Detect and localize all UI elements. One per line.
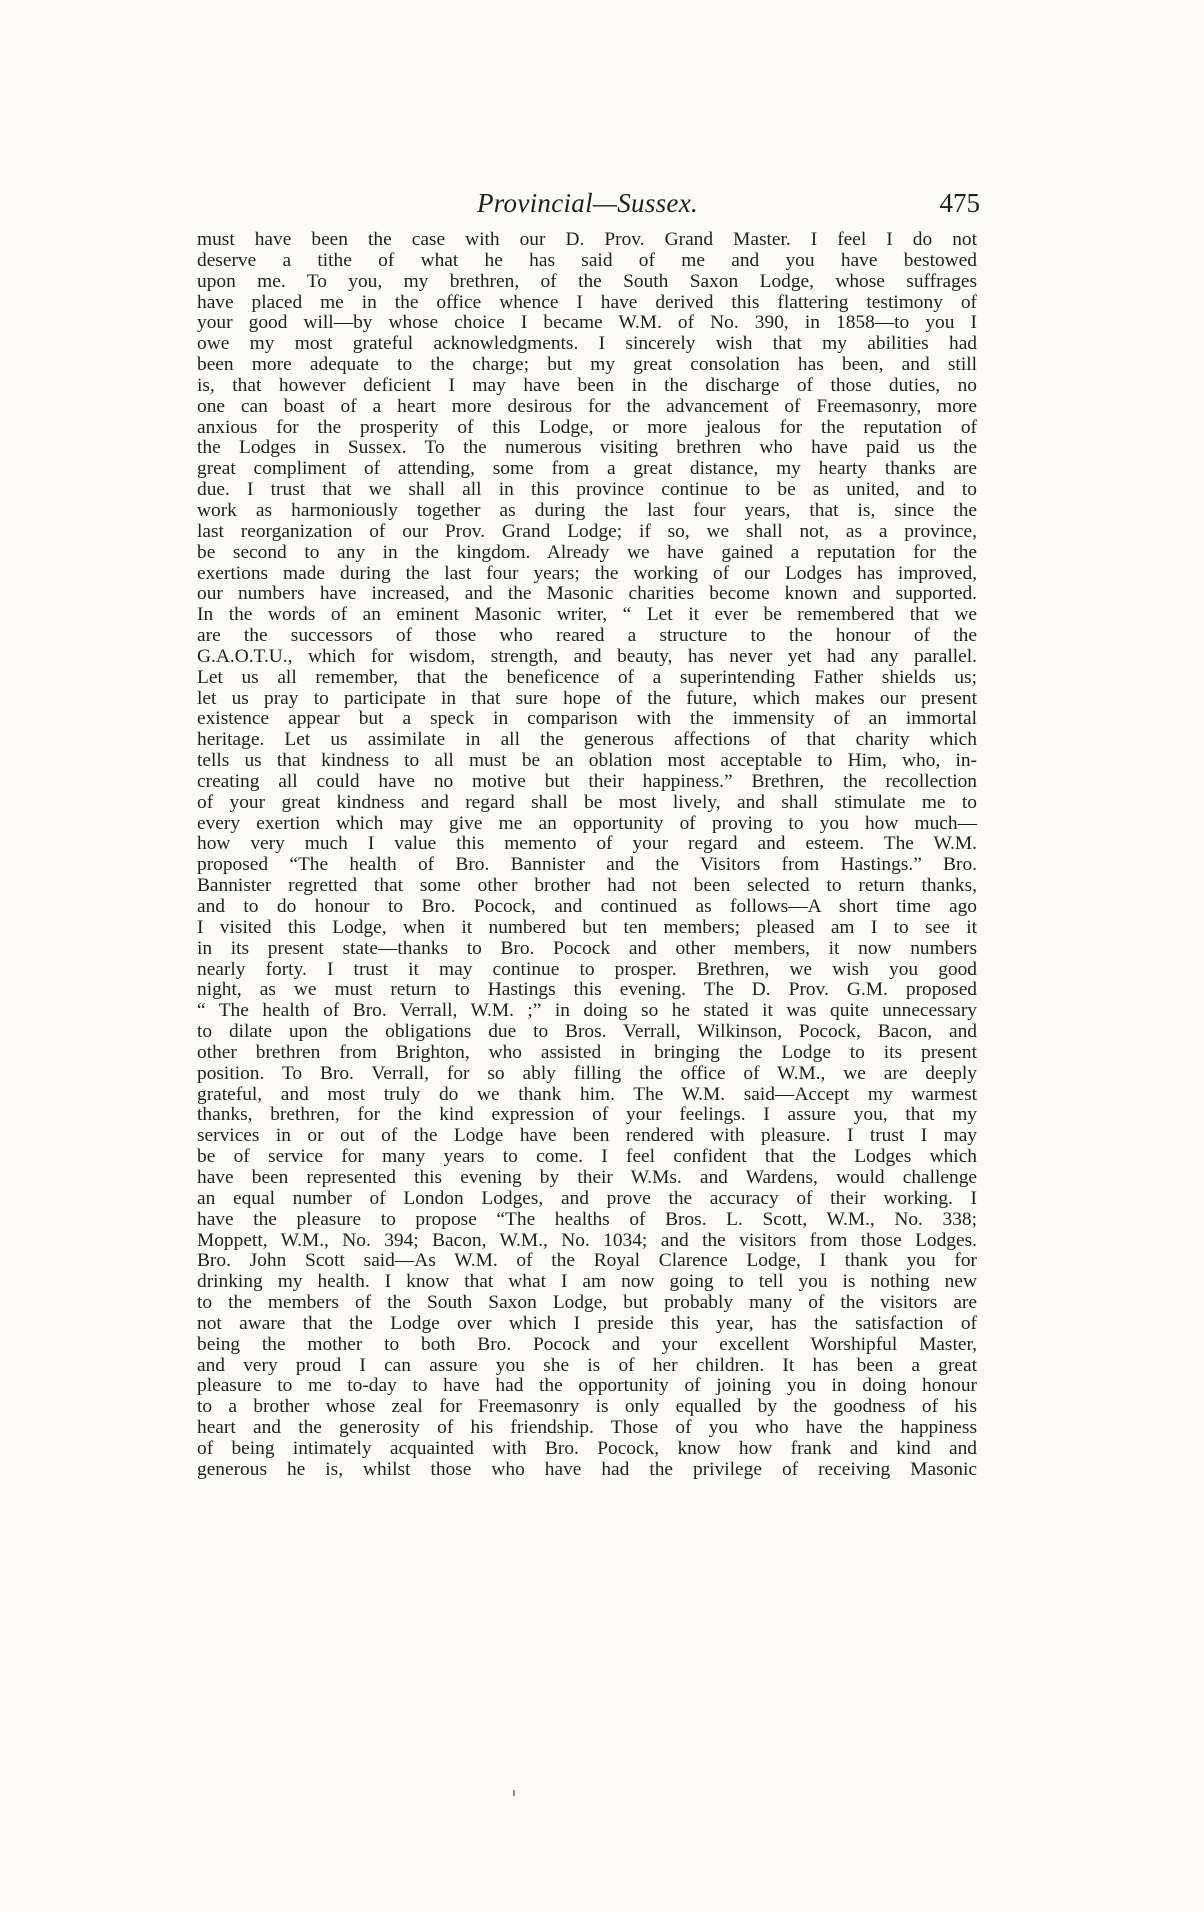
text-line: generous he is, whilst those who have had the privilege of receiving Masonic [197,1458,977,1480]
text-line: tells us that kindness to all must be an oblation most acceptable to Him, who, in- [197,750,977,772]
text-line: deserve a tithe of what he has said of me and you have bestowed [197,249,977,271]
text-line: grateful, and most truly do we thank him. The W.M. said—Accept my warmest [197,1083,977,1105]
text-line: be second to any in the kingdom. Already we have gained a reputation for the [197,541,977,563]
text-line: every exertion which may give me an opportunity of proving to you how much— [197,812,977,834]
text-line: to a brother whose zeal for Freemasonry is only equalled by the goodness of his [197,1396,977,1418]
text-line: last reorganization of our Prov. Grand Lodge; if so, we shall not, as a province, [197,520,977,542]
text-line: have the pleasure to propose “The healths of Bros. L. Scott, W.M., No. 338; [197,1208,977,1230]
text-line: In the words of an eminent Masonic writer, “ Let it ever be remembered that we [197,604,977,626]
text-line: your good will—by whose choice I became W.M. of No. 390, in 1858—to you I [197,312,977,334]
text-line: let us pray to participate in that sure hope of the future, which makes our present [197,687,977,709]
text-line: to the members of the South Saxon Lodge, but probably many of the visitors are [197,1292,977,1314]
body-text [197,230,977,1481]
text-line: drinking my health. I know that what I am now going to tell you is nothing new [197,1271,977,1293]
text-line: upon me. To you, my brethren, of the South Saxon Lodge, whose suffrages [197,270,977,292]
text-line: heritage. Let us assimilate in all the generous affections of that charity which [197,729,977,751]
text-line: “ The health of Bro. Verrall, W.M. ;” in doing so he stated it was quite unnecessary [197,1000,977,1022]
text-line: and very proud I can assure you she is of her children. It has been a great [197,1354,977,1376]
text-line: the Lodges in Sussex. To the numerous visiting brethren who have paid us the [197,437,977,459]
running-head [195,188,980,228]
text-line: must have been the case with our D. Prov. Grand Master. I feel I do not [197,229,977,250]
text-line: pleasure to me to-day to have had the opportunity of joining you in doing honour [197,1375,977,1397]
text-line: of your great kindness and regard shall be most lively, and shall stimulate me to [197,791,977,813]
text-line: been more adequate to the charge; but my great consolation has been, and still [197,354,977,376]
text-line: being the mother to both Bro. Pocock and your excellent Worshipful Master, [197,1333,977,1355]
text-line: is, that however deficient I may have been in the discharge of those duties, no [197,374,977,396]
text-line: how very much I value this memento of your regard and esteem. The W.M. [197,833,977,855]
text-line: heart and the generosity of his friendship. Those of you who have the happiness [197,1417,977,1439]
page-number: 475 [939,188,980,218]
printer-mark [513,1790,515,1796]
text-line: to dilate upon the obligations due to Bros. Verrall, Wilkinson, Pocock, Bacon, and [197,1021,977,1043]
text-line: are the successors of those who reared a structure to the honour of the [197,625,977,647]
text-line: services in or out of the Lodge have been rendered with pleasure. I trust I may [197,1125,977,1147]
text-line: existence appear but a speck in comparison with the immensity of an immortal [197,708,977,730]
text-line: I visited this Lodge, when it numbered but ten members; pleased am I to see it [197,916,977,938]
text-line: thanks, brethren, for the kind expression of your feelings. I assure you, that my [197,1104,977,1126]
text-line: great compliment of attending, some from a great distance, my hearty thanks are [197,458,977,480]
text-line: Moppett, W.M., No. 394; Bacon, W.M., No. 1034; and the visitors from those Lodges. [197,1229,977,1251]
text-line: owe my most grateful acknowledgments. I sincerely wish that my abilities had [197,333,977,355]
text-line: position. To Bro. Verrall, for so ably filling the office of W.M., we are deeply [197,1062,977,1084]
text-line: in its present state—thanks to Bro. Pocock and other members, it now numbers [197,937,977,959]
text-line: due. I trust that we shall all in this province continue to be as united, and to [197,479,977,501]
text-line: Bannister regretted that some other brother had not been selected to return thanks, [197,875,977,897]
text-line: have placed me in the office whence I have derived this flattering testimony of [197,291,977,313]
text-line: Bro. John Scott said—As W.M. of the Royal Clarence Lodge, I thank you for [197,1250,977,1272]
text-line: anxious for the prosperity of this Lodge, or more jealous for the reputation of [197,416,977,438]
text-line: night, as we must return to Hastings this evening. The D. Prov. G.M. proposed [197,979,977,1001]
text-line: proposed “The health of Bro. Bannister and the Visitors from Hastings.” Bro. [197,854,977,876]
text-line: an equal number of London Lodges, and prove the accuracy of their working. I [197,1187,977,1209]
text-line: be of service for many years to come. I feel confident that the Lodges which [197,1146,977,1168]
text-line: creating all could have no motive but their happiness.” Brethren, the recollection [197,770,977,792]
text-line: of being intimately acquainted with Bro. Pocock, know how frank and kind and [197,1437,977,1459]
text-line: G.A.O.T.U., which for wisdom, strength, and beauty, has never yet had any parallel. [197,645,977,667]
text-line: our numbers have increased, and the Masonic charities become known and supported. [197,583,977,605]
text-line: Let us all remember, that the beneficence of a superintending Father shields us; [197,666,977,688]
text-line: and to do honour to Bro. Pocock, and continued as follows—A short time ago [197,896,977,917]
text-line: exertions made during the last four years; the working of our Lodges has improved, [197,562,977,584]
running-head-title: Provincial—Sussex. [476,188,699,218]
text-line: not aware that the Lodge over which I preside this year, has the satisfaction of [197,1312,977,1334]
text-line: work as harmoniously together as during the last four years, that is, since the [197,499,977,521]
text-line: other brethren from Brighton, who assisted in bringing the Lodge to its present [197,1041,977,1063]
text-line: have been represented this evening by their W.Ms. and Wardens, would challenge [197,1166,977,1188]
text-line: nearly forty. I trust it may continue to prosper. Brethren, we wish you good [197,958,977,980]
text-line: one can boast of a heart more desirous for the advancement of Freemasonry, more [197,395,977,417]
